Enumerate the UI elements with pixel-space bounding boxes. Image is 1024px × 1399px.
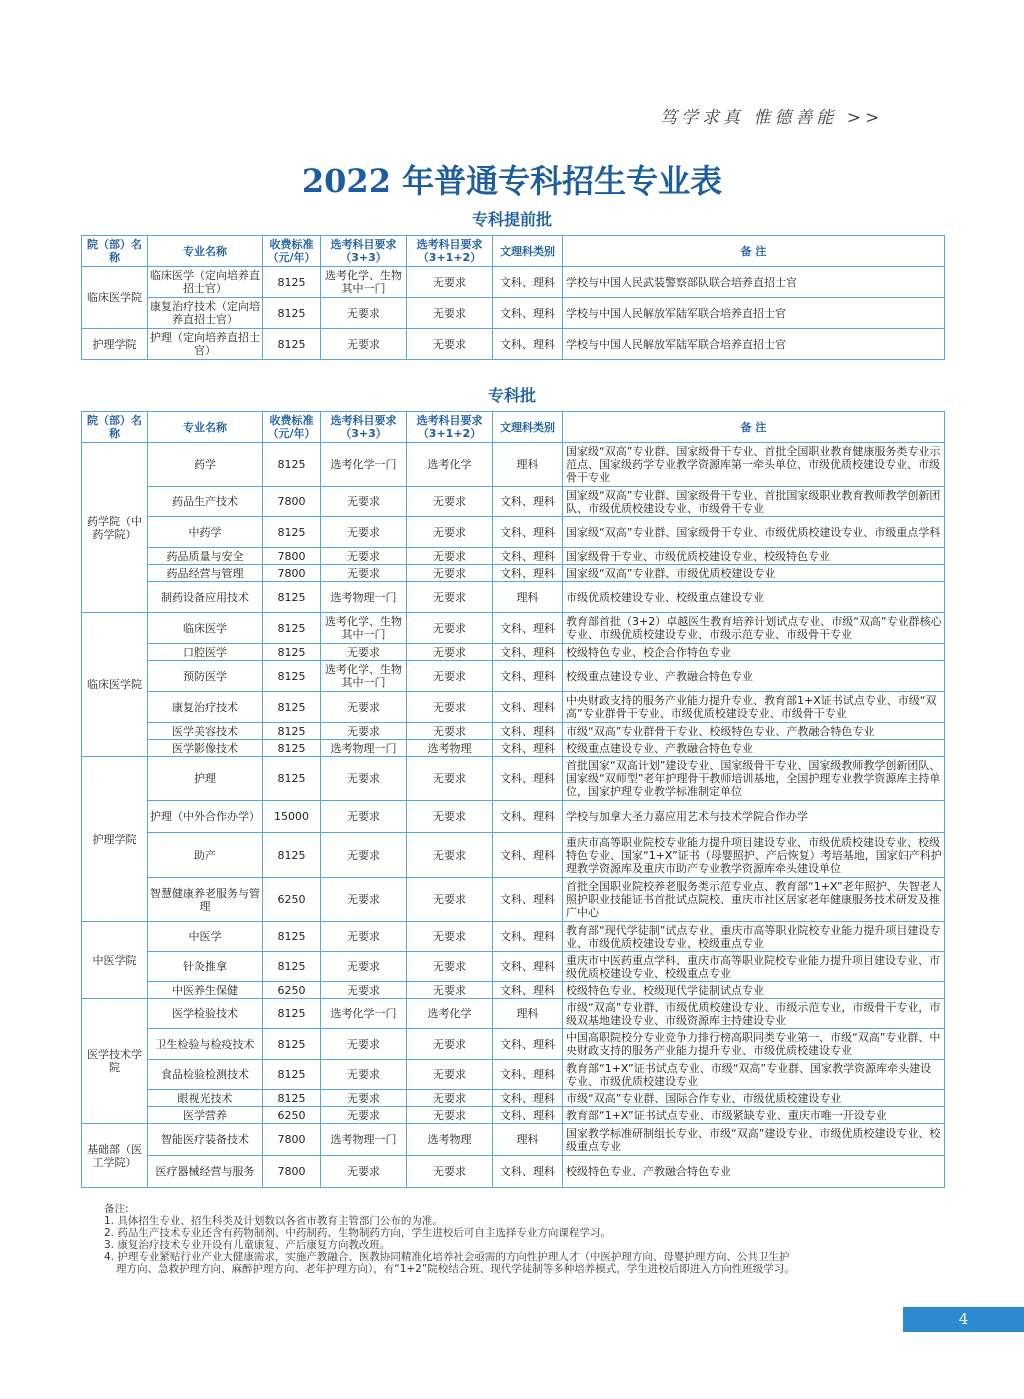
notes-block (104, 1203, 904, 1275)
remark: 重庆市中医药重点学科、重庆市高等职业院校专业能力提升项目建设专业、市级优质校建设专业、校级重点专业 (563, 952, 945, 982)
table-row (82, 1029, 945, 1060)
table-row (82, 1124, 945, 1156)
subject-3-1-2: 选考化学 (407, 443, 493, 487)
subject-3-1-2: 无要求 (407, 833, 493, 878)
category: 文科、理科 (493, 1060, 563, 1090)
table-row (82, 517, 945, 548)
dept-cell: 护理学院 (82, 329, 148, 360)
fee: 8125 (263, 740, 321, 757)
fee: 8125 (263, 833, 321, 878)
fee: 8125 (263, 661, 321, 692)
major-name: 中药学 (148, 517, 263, 548)
fee: 6250 (263, 982, 321, 999)
subject-3-1-2: 无要求 (407, 267, 493, 298)
fee: 8125 (263, 952, 321, 982)
category: 文科、理科 (493, 833, 563, 878)
major-name: 智能医疗装备技术 (148, 1124, 263, 1156)
category: 文科、理科 (493, 517, 563, 548)
remark: 教育部“1+X”证书试点专业、市级“双高”专业群、国家教学资源库牵头建设专业、市级优质校建设专业 (563, 1060, 945, 1090)
major-name: 医学影像技术 (148, 740, 263, 757)
fee: 7800 (263, 548, 321, 565)
category: 文科、理科 (493, 1107, 563, 1124)
subject-3-3: 无要求 (321, 565, 407, 582)
category: 文科、理科 (493, 1090, 563, 1107)
school-motto: 笃学求真 惟德善能 >> (660, 108, 884, 128)
subject-3-3: 选考物理一门 (321, 582, 407, 613)
category: 文科、理科 (493, 1029, 563, 1060)
table-row (82, 1156, 945, 1188)
table-row (82, 661, 945, 692)
category: 文科、理科 (493, 644, 563, 661)
subject-3-3: 无要求 (321, 1090, 407, 1107)
subject-3-1-2: 无要求 (407, 644, 493, 661)
fee: 7800 (263, 565, 321, 582)
table-row (82, 548, 945, 565)
remark: 学校与中国人民解放军陆军联合培养直招士官 (563, 298, 945, 329)
major-name: 智慧健康养老服务与管理 (148, 878, 263, 922)
subject-3-1-2: 无要求 (407, 565, 493, 582)
major-name: 制药设备应用技术 (148, 582, 263, 613)
header-fee: 收费标准（元/年） (263, 236, 321, 267)
dept-cell: 基础部（医工学院） (82, 1124, 148, 1188)
major-name: 口腔医学 (148, 644, 263, 661)
table-row (82, 613, 945, 644)
major-name: 卫生检验与检疫技术 (148, 1029, 263, 1060)
fee: 7800 (263, 1124, 321, 1156)
table-row (82, 922, 945, 952)
major-name: 针灸推拿 (148, 952, 263, 982)
remark: 首批全国职业院校养老服务类示范专业点、教育部“1+X”老年照护、失智老人照护职业技能证书首批试点院校、重庆市社区居家老年健康服务技术研发及推广中心 (563, 878, 945, 922)
header-dept: 院（部）名称 (82, 412, 148, 443)
fee: 8125 (263, 517, 321, 548)
subject-3-1-2: 无要求 (407, 487, 493, 517)
table-row (82, 952, 945, 982)
subject-3-3: 无要求 (321, 1060, 407, 1090)
subject-3-3: 无要求 (321, 517, 407, 548)
category: 文科、理科 (493, 487, 563, 517)
subject-3-3: 无要求 (321, 801, 407, 833)
remark: 国家教学标准研制组长专业、市级“双高”建设专业、市级优质校建设专业、校级重点专业 (563, 1124, 945, 1156)
remark: 学校与中国人民武装警察部队联合培养直招士官 (563, 267, 945, 298)
header-cat: 文理科类别 (493, 236, 563, 267)
subject-3-1-2: 无要求 (407, 1029, 493, 1060)
subject-3-1-2: 无要求 (407, 952, 493, 982)
subject-3-3: 无要求 (321, 982, 407, 999)
fee: 7800 (263, 487, 321, 517)
header-s33: 选考科目要求（3+3） (321, 412, 407, 443)
subject-3-1-2: 选考化学 (407, 999, 493, 1029)
category: 文科、理科 (493, 740, 563, 757)
major-name: 临床医学 (148, 613, 263, 644)
major-name: 助产 (148, 833, 263, 878)
fee: 8125 (263, 329, 321, 360)
remark: 国家级“双高”专业群、国家级骨干专业、首批国家级职业教育教师教学创新团队、市级优质校建设专业、市级骨干专业 (563, 487, 945, 517)
table-row (82, 644, 945, 661)
subject-3-1-2: 无要求 (407, 1156, 493, 1188)
subject-3-3: 无要求 (321, 548, 407, 565)
table-row (82, 329, 945, 360)
fee: 6250 (263, 878, 321, 922)
fee: 15000 (263, 801, 321, 833)
dept-cell: 中医学院 (82, 922, 148, 999)
table-row (82, 565, 945, 582)
category: 文科、理科 (493, 878, 563, 922)
subject-3-1-2: 无要求 (407, 1060, 493, 1090)
remark: 国家级骨干专业、市级优质校建设专业、校级特色专业 (563, 548, 945, 565)
table-row (82, 692, 945, 723)
fee: 8125 (263, 443, 321, 487)
category: 文科、理科 (493, 1156, 563, 1188)
subject-3-1-2: 无要求 (407, 613, 493, 644)
subject-3-3: 无要求 (321, 692, 407, 723)
remark: 市级优质校建设专业、校级重点建设专业 (563, 582, 945, 613)
header-dept: 院（部）名称 (82, 236, 148, 267)
category: 文科、理科 (493, 298, 563, 329)
category: 文科、理科 (493, 922, 563, 952)
table-row (82, 801, 945, 833)
category: 理科 (493, 999, 563, 1029)
subject-3-3: 选考化学、生物其中一门 (321, 267, 407, 298)
category: 文科、理科 (493, 723, 563, 740)
fee: 6250 (263, 1107, 321, 1124)
header-cat: 文理科类别 (493, 412, 563, 443)
header-name: 专业名称 (148, 236, 263, 267)
major-name: 预防医学 (148, 661, 263, 692)
fee: 8125 (263, 267, 321, 298)
page-title: 2022 年普通专科招生专业表 (301, 162, 723, 200)
dept-cell: 临床医学院 (82, 613, 148, 757)
table-row (82, 999, 945, 1029)
subject-3-3: 选考物理一门 (321, 740, 407, 757)
fee: 8125 (263, 582, 321, 613)
category: 理科 (493, 1124, 563, 1156)
table-header-row (82, 412, 945, 443)
remark: 国家级“双高”专业群、市级优质校建设专业 (563, 565, 945, 582)
table-row (82, 1090, 945, 1107)
table-row (82, 582, 945, 613)
category: 文科、理科 (493, 801, 563, 833)
table-row (82, 723, 945, 740)
fee: 8125 (263, 999, 321, 1029)
subject-3-3: 选考化学、生物其中一门 (321, 613, 407, 644)
major-name: 临床医学（定向培养直招士官） (148, 267, 263, 298)
category: 文科、理科 (493, 692, 563, 723)
table-row (82, 443, 945, 487)
table-row (82, 833, 945, 878)
subject-3-3: 选考化学一门 (321, 999, 407, 1029)
remark: 重庆市高等职业院校专业能力提升项目建设专业、市级优质校建设专业、校级特色专业、国家“1+X”证书（母婴照护、产后恢复）考培基地，国家妇产科护理教学资源库及重庆市助产专业教学资源库牵头建设单位 (563, 833, 945, 878)
dept-cell: 医学技术学院 (82, 999, 148, 1124)
subject-3-1-2: 无要求 (407, 723, 493, 740)
remark: 国家级“双高”专业群、国家级骨干专业、市级优质校建设专业、市级重点学科 (563, 517, 945, 548)
table-row (82, 982, 945, 999)
subject-3-1-2: 无要求 (407, 548, 493, 565)
major-name: 康复治疗技术 (148, 692, 263, 723)
remark: 学校与中国人民解放军陆军联合培养直招士官 (563, 329, 945, 360)
subject-3-1-2: 无要求 (407, 982, 493, 999)
remark: 中国高职院校分专业竞争力排行榜高职同类专业第一、市级“双高”专业群、中央财政支持的服务产业能力提升专业、市级优质校建设专业 (563, 1029, 945, 1060)
category: 文科、理科 (493, 757, 563, 801)
notes-title: 备注: (104, 1203, 129, 1215)
fee: 8125 (263, 613, 321, 644)
remark: 校级重点建设专业、产教融合特色专业 (563, 740, 945, 757)
subject-3-3: 无要求 (321, 1029, 407, 1060)
header-remark: 备 注 (563, 236, 945, 267)
header-s312: 选考科目要求（3+1+2） (407, 412, 493, 443)
fee: 8125 (263, 723, 321, 740)
major-name: 药品生产技术 (148, 487, 263, 517)
header-remark: 备 注 (563, 412, 945, 443)
major-name: 医学营养 (148, 1107, 263, 1124)
section2-title: 专科批 (487, 386, 536, 405)
remark: 市级“双高”专业群、市级优质校建设专业、市级示范专业，市级骨干专业，市级双基地建设专业、市级资源库主持建设专业 (563, 999, 945, 1029)
subject-3-3: 无要求 (321, 757, 407, 801)
major-name: 中医养生保健 (148, 982, 263, 999)
major-name: 护理（中外合作办学） (148, 801, 263, 833)
subject-3-1-2: 无要求 (407, 582, 493, 613)
remark: 教育部“现代学徒制”试点专业、重庆市高等职业院校专业能力提升项目建设专业、市级优质校建设专业、校级重点专业 (563, 922, 945, 952)
table-row (82, 1107, 945, 1124)
subject-3-3: 无要求 (321, 833, 407, 878)
fee: 8125 (263, 692, 321, 723)
remark: 中央财政支持的服务产业能力提升专业、教育部1+X证书试点专业、市级“双高”专业群骨干专业、市级优质校建设专业、市级骨干专业 (563, 692, 945, 723)
subject-3-1-2: 无要求 (407, 1107, 493, 1124)
header-name: 专业名称 (148, 412, 263, 443)
subject-3-1-2: 无要求 (407, 517, 493, 548)
subject-3-3: 选考物理一门 (321, 1124, 407, 1156)
page-number: 4 (903, 1307, 1024, 1332)
subject-3-3: 无要求 (321, 723, 407, 740)
major-name: 康复治疗技术（定向培养直招士官） (148, 298, 263, 329)
subject-3-3: 无要求 (321, 878, 407, 922)
dept-cell: 药学院（中药学院） (82, 443, 148, 613)
subject-3-1-2: 无要求 (407, 1090, 493, 1107)
category: 理科 (493, 582, 563, 613)
fee: 8125 (263, 1090, 321, 1107)
regular-batch-table (81, 411, 945, 1188)
subject-3-3: 无要求 (321, 922, 407, 952)
major-name: 药品质量与安全 (148, 548, 263, 565)
note-item: 4. 护理专业紧贴行业产业大健康需求，实施产教融合、医教协同精准化培养社会亟需的方向性护理人才（中医护理方向、母婴护理方向、公共卫生护 (104, 1251, 790, 1263)
subject-3-3: 选考化学一门 (321, 443, 407, 487)
fee: 8125 (263, 644, 321, 661)
subject-3-3: 无要求 (321, 1107, 407, 1124)
major-name: 医疗器械经营与服务 (148, 1156, 263, 1188)
category: 文科、理科 (493, 982, 563, 999)
header-s312: 选考科目要求（3+1+2） (407, 236, 493, 267)
category: 文科、理科 (493, 613, 563, 644)
table-header-row (82, 236, 945, 267)
dept-cell: 护理学院 (82, 757, 148, 922)
subject-3-3: 无要求 (321, 644, 407, 661)
remark: 首批国家“双高计划”建设专业、国家级骨干专业、国家级教师教学创新团队、国家级“双师型”老年护理骨干教师培训基地，全国护理专业教学资源库主持单位，国家护理专业教学标准制定单位 (563, 757, 945, 801)
major-name: 护理 (148, 757, 263, 801)
dept-cell: 临床医学院 (82, 267, 148, 329)
note-item: 3. 康复治疗技术专业开设有儿童康复、产后康复方向教改班。 (104, 1239, 391, 1251)
fee: 8125 (263, 757, 321, 801)
subject-3-1-2: 选考物理 (407, 1124, 493, 1156)
remark: 教育部首批（3+2）卓越医生教育培养计划试点专业、市级“双高”专业群核心专业、市级优质校建设专业、市级示范专业、市级骨干专业 (563, 613, 945, 644)
subject-3-3: 无要求 (321, 298, 407, 329)
major-name: 眼视光技术 (148, 1090, 263, 1107)
subject-3-3: 选考化学、生物其中一门 (321, 661, 407, 692)
major-name: 医学检验技术 (148, 999, 263, 1029)
table-row (82, 757, 945, 801)
subject-3-1-2: 选考物理 (407, 740, 493, 757)
major-name: 药学 (148, 443, 263, 487)
note-item: 理方向、急救护理方向、麻醉护理方向、老年护理方向），有“1+2”院校结合班、现代学徒制等多种培养模式，学生进校后即进入方向性班级学习。 (116, 1263, 795, 1275)
remark: 学校与加拿大圣力嘉应用艺术与技术学院合作办学 (563, 801, 945, 833)
category: 文科、理科 (493, 267, 563, 298)
subject-3-1-2: 无要求 (407, 801, 493, 833)
remark: 校级特色专业、产教融合特色专业 (563, 1156, 945, 1188)
category: 文科、理科 (493, 565, 563, 582)
major-name: 中医学 (148, 922, 263, 952)
subject-3-3: 无要求 (321, 1156, 407, 1188)
fee: 7800 (263, 1156, 321, 1188)
remark: 国家级“双高”专业群、国家级骨干专业、首批全国职业教育健康服务类专业示范点、国家级药学专业教学资源库第一牵头单位、市级优质校建设专业、市级骨干专业 (563, 443, 945, 487)
remark: 校级重点建设专业、产教融合特色专业 (563, 661, 945, 692)
category: 文科、理科 (493, 661, 563, 692)
advance-batch-table (81, 235, 945, 360)
note-item: 1. 具体招生专业、招生科类及计划数以各省市教育主管部门公布的为准。 (104, 1215, 443, 1227)
category: 文科、理科 (493, 952, 563, 982)
fee: 8125 (263, 1029, 321, 1060)
subject-3-1-2: 无要求 (407, 329, 493, 360)
category: 文科、理科 (493, 329, 563, 360)
remark: 市级“双高”专业群骨干专业、校级特色专业、产教融合特色专业 (563, 723, 945, 740)
table-row (82, 487, 945, 517)
subject-3-1-2: 无要求 (407, 692, 493, 723)
category: 理科 (493, 443, 563, 487)
fee: 8125 (263, 922, 321, 952)
table-row (82, 267, 945, 298)
remark: 市级“双高”专业群、国际合作专业、市级优质校建设专业 (563, 1090, 945, 1107)
fee: 8125 (263, 298, 321, 329)
major-name: 食品检验检测技术 (148, 1060, 263, 1090)
category: 文科、理科 (493, 548, 563, 565)
subject-3-3: 无要求 (321, 329, 407, 360)
subject-3-1-2: 无要求 (407, 298, 493, 329)
table-row (82, 740, 945, 757)
table-row (82, 1060, 945, 1090)
table-row (82, 878, 945, 922)
remark: 教育部“1+X”证书试点专业、市级紧缺专业、重庆市唯一开设专业 (563, 1107, 945, 1124)
subject-3-1-2: 无要求 (407, 757, 493, 801)
subject-3-1-2: 无要求 (407, 878, 493, 922)
remark: 校级特色专业、校企合作特色专业 (563, 644, 945, 661)
subject-3-3: 无要求 (321, 487, 407, 517)
table-row (82, 298, 945, 329)
major-name: 医学美容技术 (148, 723, 263, 740)
header-s33: 选考科目要求（3+3） (321, 236, 407, 267)
major-name: 药品经营与管理 (148, 565, 263, 582)
note-item: 2. 药品生产技术专业还含有药物制剂、中药制药、生物制药方向，学生进校后可自主选择专业方向课程学习。 (104, 1227, 611, 1239)
subject-3-3: 无要求 (321, 952, 407, 982)
fee: 8125 (263, 1060, 321, 1090)
major-name: 护理（定向培养直招士官） (148, 329, 263, 360)
section1-title: 专科提前批 (471, 210, 552, 229)
subject-3-1-2: 无要求 (407, 922, 493, 952)
header-fee: 收费标准（元/年） (263, 412, 321, 443)
remark: 校级特色专业、校级现代学徒制试点专业 (563, 982, 945, 999)
subject-3-1-2: 无要求 (407, 661, 493, 692)
